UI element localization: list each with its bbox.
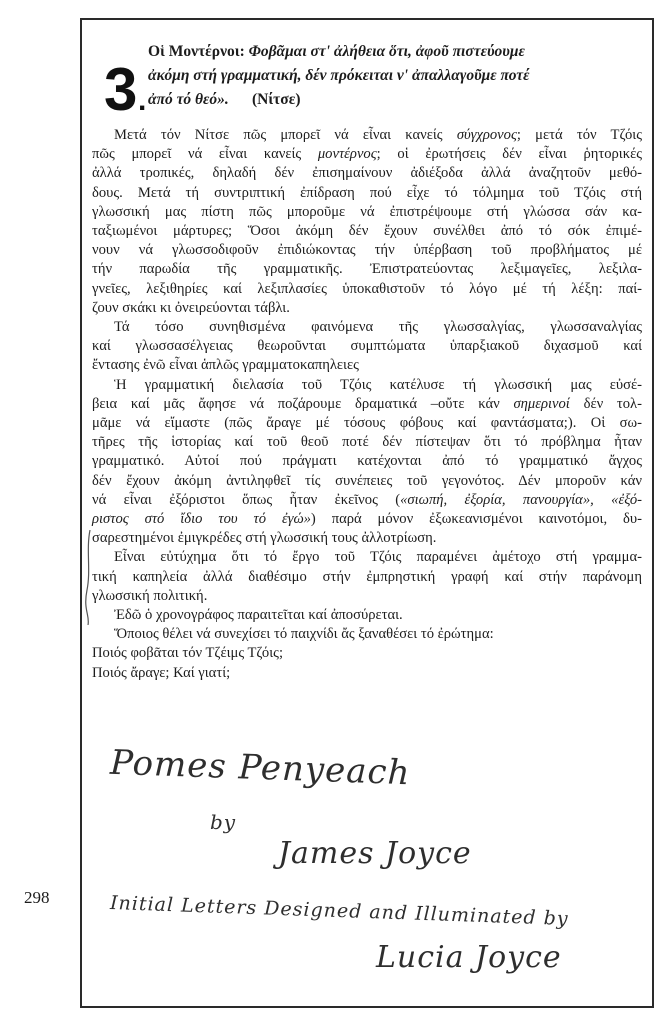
text-run: νά εἶναι ἐξόριστοι ὅπως ἦταν ἐκεῖνος ( [92,491,401,508]
text-run: πῶς μπορεῖ νά εἶναι κανείς [92,146,318,163]
text-line: γραμματικό. Αὐτοί πού πράγματι κατέχονται ἀπό τό γραμματικό ἄγχος [92,453,642,470]
text-run: ) παρά μόνον ἐξωκεανισμένοι καινοτόμοι, δυ- [310,511,642,528]
text-line [92,126,642,145]
epigraph-attribution: (Νίτσε) [251,91,301,108]
text-line: Ὅποιος θέλει νά συνεχίσει τό παιχνίδι ἄς ξαναθέσει τό ἐρώτημα: [114,626,494,643]
margin-mark [84,530,94,625]
text-line: Ἡ γραμματική διελασία τοῦ Τζόις κατέλυσε τή γλωσσική μας εὐσέ- [114,376,642,393]
epigraph-line-3 [148,88,618,112]
handwritten-inscription [92,740,652,1000]
text-line: γνεῖες, λεξιθηρίες καί λεξιπλασίες ὑποκαθιστοῦν τό λόγο μέ τή λέξη: παί- [92,280,642,297]
text-line [92,395,642,414]
handwriting-by-1: by [210,810,237,834]
text-line: νουν νά γλωσσοδιφοῦν ἐπιδιώκοντας τήν ὑπέρβαση τοῦ προβλήματος μέ [92,242,642,259]
text-run: Μετά τόν Νίτσε πῶς μπορεῖ νά εἶναι κανείς [114,127,457,143]
text-run-italic: σύγχρονος [456,127,517,143]
text-line: Τά τόσο συνηθισμένα φαινόμενα τῆς γλωσσαλγίας, γλωσσαναλγίας [114,319,642,336]
text-line [92,491,642,510]
text-line: Ποιός ἄραγε; Καί γιατί; [92,664,231,681]
epigraph-quote-3: ἀπό τό θεό». [148,91,229,108]
handwriting-title: Pomes Penyeach [109,742,412,794]
epigraph-line-1 [148,40,618,64]
text-line: ταξιωμένοι μάρτυρες; Ὅσοι ἀκόμη δέν ἔχουν συνέλθει ἀπό τό σόκ ἐπιμέ- [92,223,642,240]
text-run-italic: μοντέρνος [317,146,377,163]
text-line: Ἐδῶ ὁ χρονογράφος παραιτεῖται καί ἀποσύρεται. [114,607,403,624]
text-line [92,145,642,164]
text-run: ; οἱ ἐρωτήσεις δέν εἶναι ῥητορικές [376,146,642,163]
handwriting-illustrator: Lucia Joyce [376,940,562,975]
handwriting-author: James Joyce [278,836,472,871]
epigraph-heading: Οἱ Μοντέρνοι: [148,43,245,60]
handwriting-credit: Initial Letters Designed and Illuminated by [109,892,569,930]
text-line: δους. Μετά τή συντριπτική ἐπίδραση πού εἶχε τό τόλμημα τοῦ Τζόις στή [92,184,642,201]
text-line: ζουν σκάκι κι ὀνειρεύονται τάβλι. [92,299,290,316]
body-text [92,126,642,683]
text-line: σαρεστημένοι ἐμιγκρέδες στή γλωσσική τους ἀλλοτρίωση. [92,530,437,547]
section-number: 3 [104,56,138,123]
text-run-italic: «σιωπή, ἐξορία, πανουργία», «ἐξό- [400,491,642,508]
text-line: Ποιός φοβᾶται τόν Τζέιμς Τζόις; [92,645,283,662]
text-run-italic: ριστος στό ἴδιο του τό ἐγώ» [92,511,311,528]
text-line: δέν ἔχουν ἀκόμη ἀντιληφθεῖ τίς συνέπειες τοῦ γεγονότος. Δέν μποροῦν κάν [92,472,642,489]
text-line: τική καπηλεία ἀλλά διαθέσιμο στήν ἐμπρηστική γραφή καί στήν παράνομη [92,568,642,585]
text-line: ἀλλά τροπικές, δηλαδή δέν ἐπισημαίνουν ἀδιέξοδα ἀλλά ἀναζητοῦν μεθό- [92,165,642,182]
epigraph-quote-1: Φοβᾶμαι στ' ἀλήθεια ὅτι, ἀφοῦ πιστεύουμε [248,43,525,60]
text-run-italic: σημερινοί [513,395,570,412]
text-line: μᾶμε νά εἴμαστε (πῶς ἄραγε μέ τόσους φόβους καί φαντάσματα;). Οἱ σω- [92,415,642,432]
epigraph-line-2 [148,64,618,88]
text-line: τήν παρωδία τῆς γραμματικῆς. Ἐπιστρατεύοντας λεξιμαγεῖες, λεξιλα- [92,261,642,278]
text-line: τῆρες τῆς ἱστορίας καί τοῦ θεοῦ ποτέ δέν πίστεψαν ὅτι τό πρόβλημα ἦταν [92,434,642,451]
text-line: καί γλωσσασέλγειας θεωροῦνται συμπτώματα ὑπαρξιακοῦ διχασμοῦ καί [92,338,642,355]
epigraph-quote-2: ἀκόμη στή γραμματική, δέν πρόκειται ν' ἀπαλλαγοῦμε ποτέ [148,67,530,84]
epigraph [148,40,618,112]
text-line: Εἶναι εὐτύχημα ὅτι τό ἔργο τοῦ Τζόις παραμένει ἀμέτοχο στή γραμμα- [114,549,642,566]
text-line: γλωσσική μας πίστη πῶς μποροῦμε νά ἐπιστρέψουμε στή γλώσσα σάν κα- [92,203,642,220]
text-run: ; μετά τόν Τζόις [516,127,642,143]
text-run: δέν τολ- [569,395,642,412]
text-run: βεια καί μᾶς ἄφησε νά ποζάρουμε δραματικά –οὔτε κάν [92,395,514,412]
text-line: ἔντασης ἐνῶ εἶναι ἁπλῶς γραμματοκαπηλειες [92,357,359,374]
page-number: 298 [24,888,50,907]
text-line: γλωσσική πολιτική. [92,587,208,604]
text-line [92,510,642,529]
section-number-dot: . [138,84,147,117]
